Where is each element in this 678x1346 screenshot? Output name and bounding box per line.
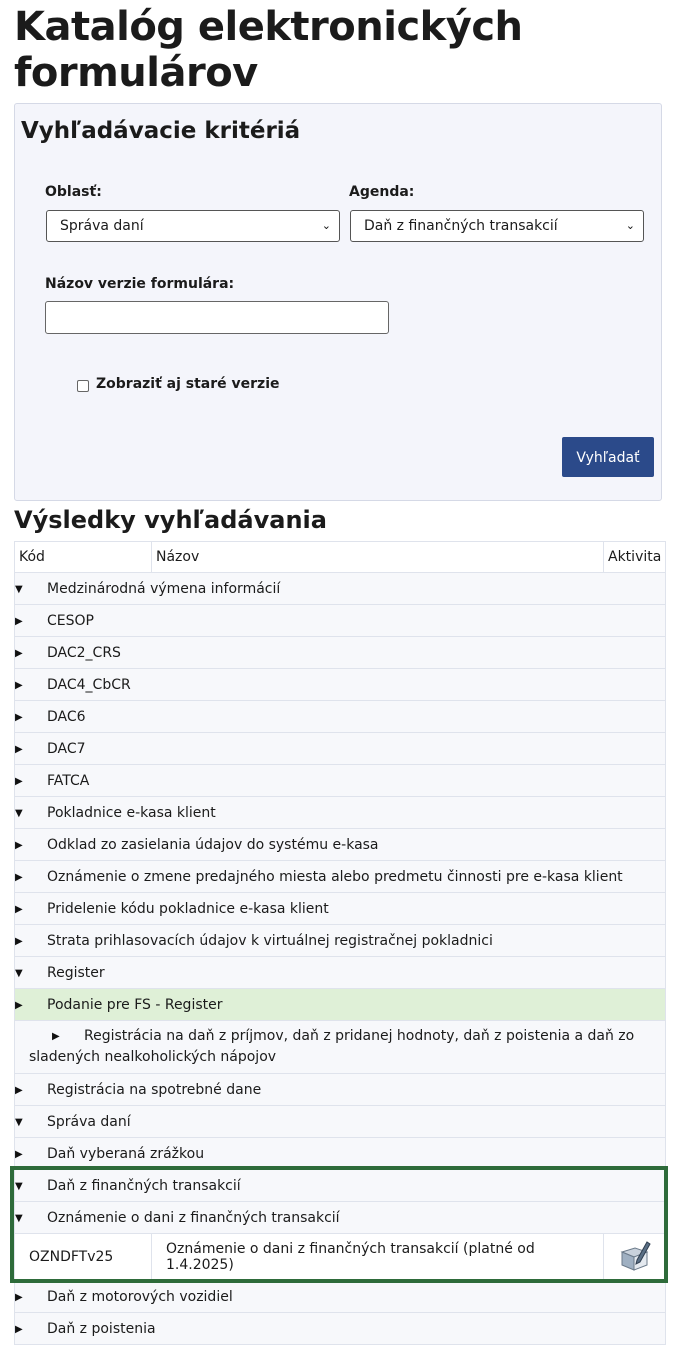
collapsed-triangle-icon[interactable]: ▶ (15, 711, 23, 723)
tree-group-label: Správa daní (47, 1113, 131, 1130)
show-old-versions-label[interactable]: Zobraziť aj staré verzie (96, 376, 280, 392)
tree-item-label: Oznámenie o zmene predajného miesta alebo predmetu činnosti pre e-kasa klient (47, 868, 623, 885)
form-row[interactable] (15, 1234, 666, 1281)
tree-item-label: DAC2_CRS (47, 644, 121, 661)
tree-item-label: Strata prihlasovacích údajov k virtuálnej registračnej pokladnici (47, 932, 493, 949)
collapsed-triangle-icon[interactable]: ▶ (15, 999, 23, 1011)
collapsed-triangle-icon[interactable]: ▶ (15, 871, 23, 883)
collapsed-triangle-icon[interactable]: ▶ (15, 743, 23, 755)
tree-item-row[interactable] (15, 1074, 666, 1106)
tree-item-label: Pridelenie kódu pokladnice e-kasa klient (47, 900, 329, 917)
show-old-versions-checkbox[interactable] (77, 380, 89, 392)
tree-item-row[interactable] (15, 733, 666, 765)
form-name: Oznámenie o dani z finančných transakcií (platné od 1.4.2025) (152, 1234, 604, 1281)
expanded-triangle-icon[interactable]: ▼ (15, 1212, 23, 1224)
tree-item-label: Registrácia na daň z príjmov, daň z pridanej hodnoty, daň z poistenia a daň zo sladených nealkoholických nápojov (29, 1028, 635, 1065)
search-button[interactable]: Vyhľadať (562, 437, 654, 477)
tree-item-label: Daň z finančných transakcií (47, 1177, 241, 1194)
tree-group-label: Register (47, 964, 105, 981)
agenda-select[interactable] (350, 210, 644, 242)
results-table (14, 541, 666, 1345)
agenda-select-value: Daň z finančných transakcií (364, 218, 558, 234)
tree-item-row[interactable] (15, 1170, 666, 1202)
tree-group-row[interactable] (15, 797, 666, 829)
collapsed-triangle-icon[interactable]: ▶ (15, 839, 23, 851)
tree-item-label: CESOP (47, 612, 94, 629)
tree-item-row[interactable] (15, 605, 666, 637)
collapsed-triangle-icon[interactable]: ▶ (15, 647, 23, 659)
search-criteria-title: Vyhľadávacie kritériá (21, 118, 301, 144)
area-select-value: Správa daní (60, 218, 144, 234)
tree-group-label: Medzinárodná výmena informácií (47, 580, 281, 597)
tree-item-row[interactable] (15, 765, 666, 797)
tree-group-row[interactable] (15, 957, 666, 989)
tree-item-row[interactable] (15, 1281, 666, 1313)
collapsed-triangle-icon[interactable]: ▶ (15, 615, 23, 627)
collapsed-triangle-icon[interactable]: ▶ (15, 1084, 23, 1096)
tree-item-row[interactable] (15, 669, 666, 701)
column-header-name[interactable]: Názov (152, 542, 604, 573)
collapsed-triangle-icon[interactable]: ▶ (52, 1031, 60, 1042)
tree-item-label: DAC6 (47, 708, 86, 725)
tree-item-row[interactable] (15, 1021, 666, 1074)
tree-item-row[interactable] (15, 1313, 666, 1345)
tree-item-label: FATCA (47, 772, 90, 789)
chevron-down-icon: ⌄ (321, 219, 331, 232)
column-header-code[interactable]: Kód (15, 542, 152, 573)
expanded-triangle-icon[interactable]: ▼ (15, 583, 23, 595)
tree-group-label: Pokladnice e-kasa klient (47, 804, 216, 821)
tree-item-row[interactable] (15, 829, 666, 861)
tree-subgroup-row[interactable] (15, 1202, 666, 1234)
area-label: Oblasť: (45, 184, 102, 200)
page-title: Katalóg elektronických formulárov (14, 4, 523, 96)
tree-item-label: Podanie pre FS - Register (47, 996, 223, 1013)
area-select[interactable] (46, 210, 340, 242)
tree-group-row[interactable] (15, 573, 666, 605)
expanded-triangle-icon[interactable]: ▼ (15, 967, 23, 979)
expanded-triangle-icon[interactable]: ▼ (15, 1180, 23, 1192)
tree-item-label: Odklad zo zasielania údajov do systému e-kasa (47, 836, 379, 853)
collapsed-triangle-icon[interactable]: ▶ (15, 935, 23, 947)
form-name-label: Názov verzie formulára: (45, 276, 235, 292)
tree-item-row[interactable] (15, 701, 666, 733)
form-code: OZNDFTv25 (15, 1234, 152, 1281)
tree-item-row[interactable] (15, 861, 666, 893)
expanded-triangle-icon[interactable]: ▼ (15, 807, 23, 819)
tree-item-label: Daň z motorových vozidiel (47, 1288, 233, 1305)
expanded-triangle-icon[interactable]: ▼ (15, 1116, 23, 1128)
collapsed-triangle-icon[interactable]: ▶ (15, 1291, 23, 1303)
form-fill-icon[interactable] (604, 1234, 666, 1281)
tree-item-label: Daň vyberaná zrážkou (47, 1145, 205, 1162)
chevron-down-icon: ⌄ (625, 219, 635, 232)
tree-item-label: DAC4_CbCR (47, 676, 131, 693)
tree-item-label: Registrácia na spotrebné dane (47, 1081, 262, 1098)
tree-item-row[interactable] (15, 1138, 666, 1170)
table-header-row (15, 542, 666, 573)
collapsed-triangle-icon[interactable]: ▶ (15, 903, 23, 915)
tree-item-row[interactable] (15, 925, 666, 957)
tree-group-row[interactable] (15, 1106, 666, 1138)
tree-subgroup-label: Oznámenie o dani z finančných transakcií (47, 1209, 340, 1226)
search-criteria-panel (14, 103, 662, 501)
collapsed-triangle-icon[interactable]: ▶ (15, 1148, 23, 1160)
collapsed-triangle-icon[interactable]: ▶ (15, 1323, 23, 1335)
tree-item-row-selected[interactable] (15, 989, 666, 1021)
column-header-activity[interactable]: Aktivita (604, 542, 666, 573)
tree-item-label: Daň z poistenia (47, 1320, 156, 1337)
tree-item-row[interactable] (15, 637, 666, 669)
tree-item-label: DAC7 (47, 740, 86, 757)
agenda-label: Agenda: (349, 184, 415, 200)
tree-item-row[interactable] (15, 893, 666, 925)
results-title: Výsledky vyhľadávania (14, 506, 327, 534)
form-name-input[interactable] (45, 301, 389, 334)
collapsed-triangle-icon[interactable]: ▶ (15, 775, 23, 787)
collapsed-triangle-icon[interactable]: ▶ (15, 679, 23, 691)
